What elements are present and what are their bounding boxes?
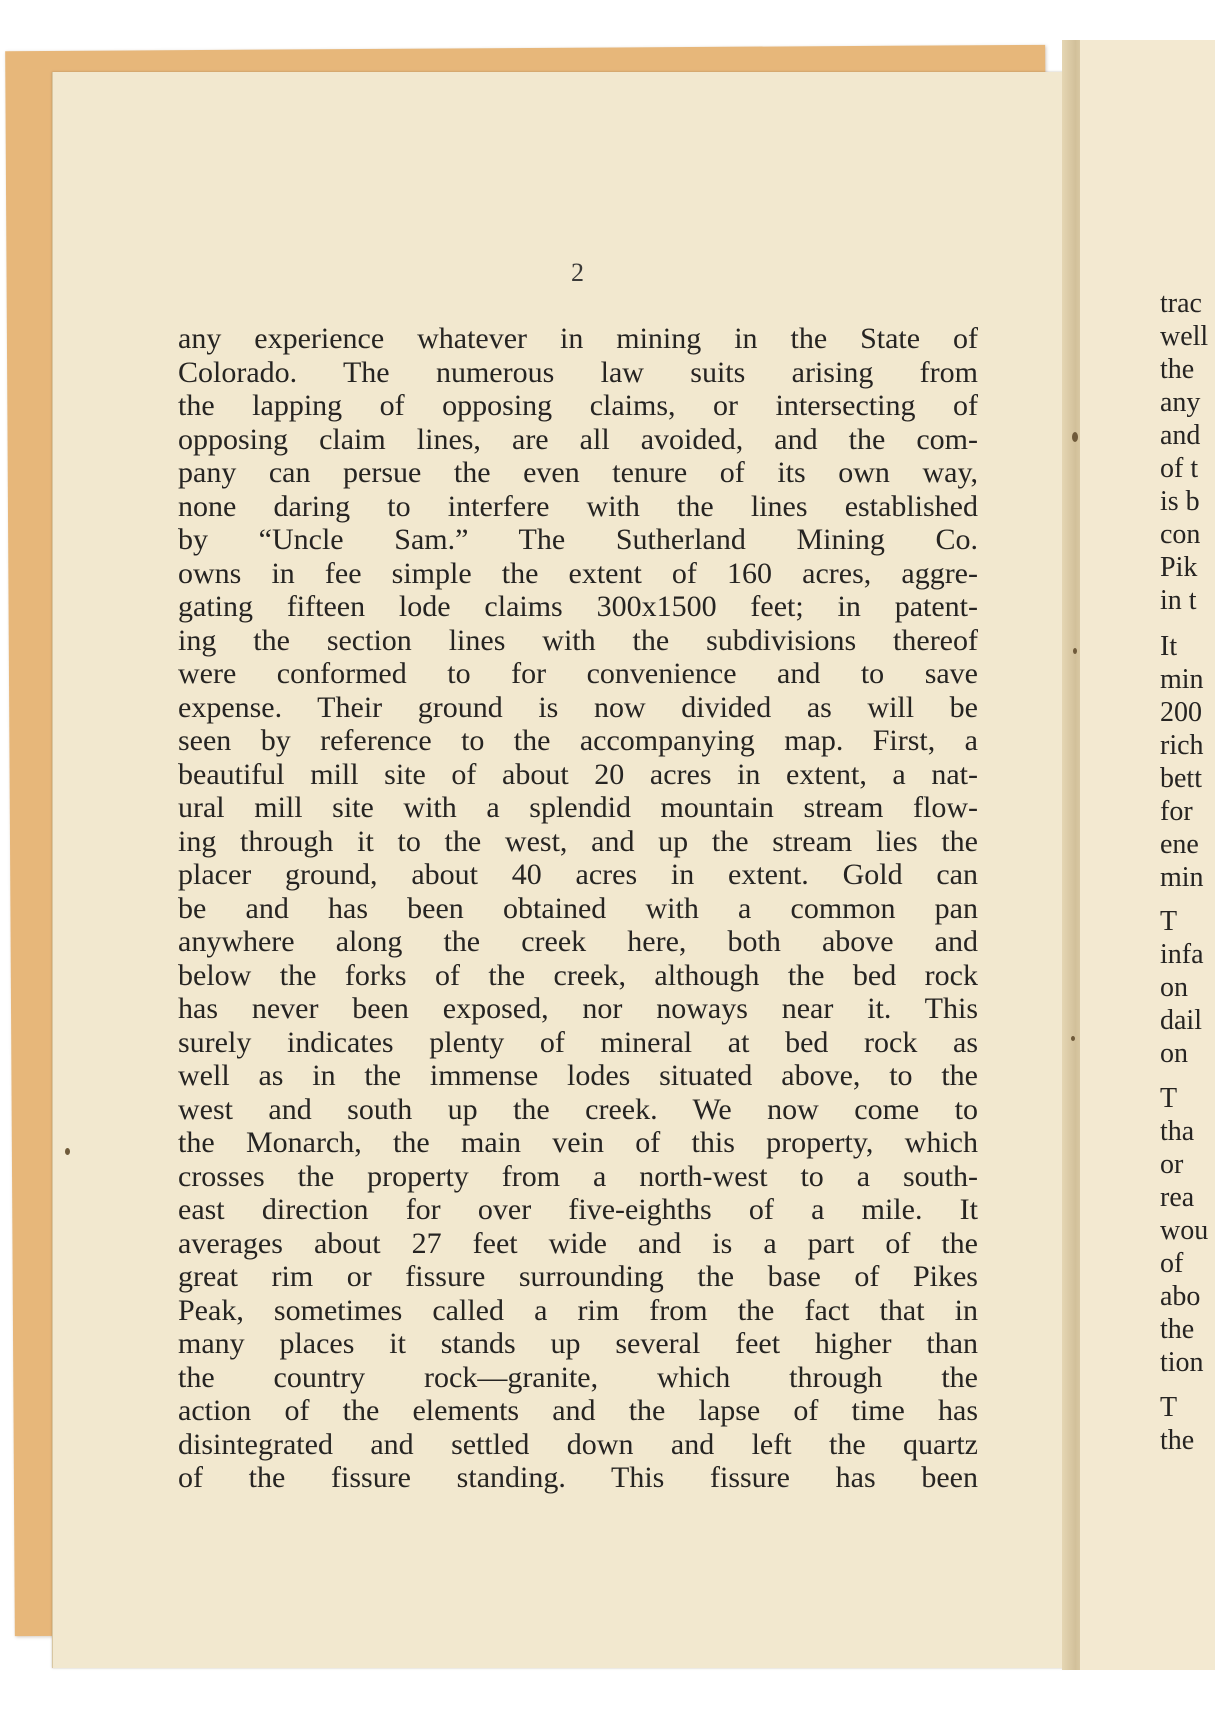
text-line: the Monarch, the main vein of this property, which [178,1126,978,1159]
paper-speck [1072,432,1078,442]
text-line: the country rock—granite, which through the [178,1360,978,1394]
text-fragment: on [1160,972,1188,1003]
text-fragment: 200 [1160,697,1202,728]
text-line: well as in the immense lodes situated above, to the [178,1059,978,1092]
text-fragment: min [1160,862,1204,893]
text-fragment: It [1160,631,1178,662]
text-line: placer ground, about 40 acres in extent. Gold can [178,858,978,891]
text-line: by “Uncle Sam.” The Sutherland Mining Co. [178,523,978,556]
text-line: were conformed to for convenience and to save [178,657,978,690]
text-line: below the forks of the creek, although the bed rock [178,958,978,992]
text-line: surely indicates plenty of mineral at bed rock as [178,1025,978,1059]
text-fragment: the [1160,354,1195,385]
text-fragment: of [1160,1248,1184,1279]
text-line: the lapping of opposing claims, or intersecting of [178,389,978,422]
text-fragment: dail [1160,1005,1202,1036]
text-line: action of the elements and the lapse of time has [178,1394,978,1427]
text-fragment: wou [1160,1215,1209,1246]
text-line: pany can persue the even tenure of its own way, [178,456,978,489]
text-fragment: rich [1160,730,1204,761]
text-line: crosses the property from a north-west to a south- [178,1159,978,1193]
text-line: averages about 27 feet wide and is a part of the [178,1226,978,1260]
text-fragment: the [1160,1425,1195,1456]
text-line: Colorado. The numerous law suits arising from [178,355,978,389]
text-line: has never been exposed, nor noways near it. This [178,992,978,1025]
text-line: ural mill site with a splendid mountain stream flow- [178,791,978,824]
text-line: seen by reference to the accompanying map. First, a [178,724,978,757]
left-page-text [178,322,978,1495]
text-fragment: tion [1160,1347,1204,1378]
text-fragment: is b [1160,486,1200,517]
text-line: opposing claim lines, are all avoided, and the com- [178,422,978,456]
paper-speck [1071,1036,1075,1041]
text-line: expense. Their ground is now divided as will be [178,690,978,724]
text-line: of the fissure standing. This fissure has been [178,1461,978,1494]
text-fragment: bett [1160,763,1202,794]
text-fragment: rea [1160,1182,1195,1213]
text-fragment: min [1160,664,1204,695]
text-fragment: infa [1160,939,1204,970]
text-fragment: and [1160,420,1201,451]
text-fragment: well [1160,321,1209,352]
text-line: ing through it to the west, and up the stream lies the [178,824,978,858]
text-fragment: or [1160,1149,1184,1180]
text-line: be and has been obtained with a common pan [178,891,978,925]
text-line: ing the section lines with the subdivisions thereof [178,623,978,657]
text-line: none daring to interfere with the lines established [178,489,978,523]
text-fragment: on [1160,1038,1188,1069]
text-line: west and south up the creek. We now come to [178,1092,978,1126]
text-line: great rim or fissure surrounding the base of Pikes [178,1260,978,1293]
paper-speck [65,1148,70,1155]
text-line: beautiful mill site of about 20 acres in extent, a nat- [178,757,978,791]
text-fragment: ene [1160,829,1199,860]
text-line: disintegrated and settled down and left the quartz [178,1427,978,1461]
text-fragment: for [1160,796,1193,827]
text-fragment: trac [1160,288,1202,319]
text-line: Peak, sometimes called a rim from the fact that in [178,1293,978,1327]
text-line: anywhere along the creek here, both above and [178,925,978,958]
paper-speck [1073,648,1077,654]
text-fragment: abo [1160,1281,1201,1312]
text-line: east direction for over five-eighths of a mile. It [178,1193,978,1226]
text-line: any experience whatever in mining in the State of [178,322,978,355]
text-line: gating fifteen lode claims 300x1500 feet; in patent- [178,590,978,623]
text-line: owns in fee simple the extent of 160 acres, aggre- [178,556,978,590]
page-number: 2 [571,258,584,287]
text-fragment: con [1160,519,1201,550]
text-fragment: Pik [1160,552,1198,583]
text-fragment: any [1160,387,1201,418]
text-line: many places it stands up several feet higher than [178,1327,978,1360]
text-fragment: tha [1160,1116,1195,1147]
text-fragment: of t [1160,453,1199,484]
text-fragment: T [1160,1392,1178,1423]
text-fragment: in t [1160,585,1197,616]
text-fragment: T [1160,906,1178,937]
text-fragment: T [1160,1083,1178,1114]
text-fragment: the [1160,1314,1195,1345]
